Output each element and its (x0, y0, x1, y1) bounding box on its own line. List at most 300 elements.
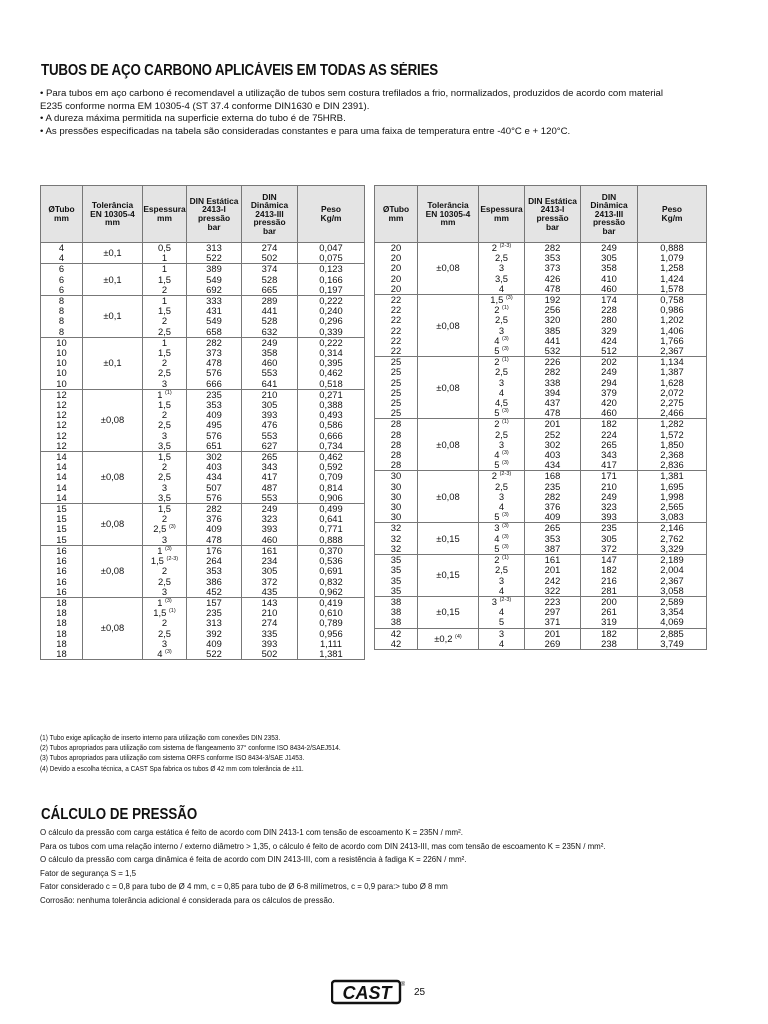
dynamic-pressure-cell: 210 (242, 608, 298, 618)
wall-cell: 1 $^{(1)}$ (143, 389, 187, 400)
od-cell: 18 (41, 649, 83, 660)
od-cell: 15 (41, 504, 83, 515)
footnote-ref: (1) (502, 357, 509, 364)
od-cell: 22 (375, 295, 418, 306)
weight-cell: 0,734 (298, 441, 365, 452)
weight-cell: 0,956 (298, 629, 365, 639)
weight-cell: 0,419 (298, 597, 365, 608)
dynamic-pressure-cell: 249 (581, 243, 638, 254)
static-pressure-cell: 522 (187, 649, 242, 660)
weight-cell: 2,885 (638, 628, 707, 639)
wall-cell: 3,5 (143, 441, 187, 452)
wall-cell: 2 (143, 566, 187, 576)
static-pressure-cell: 282 (525, 243, 581, 254)
dynamic-pressure-cell: 182 (581, 419, 638, 430)
od-cell: 28 (375, 440, 418, 450)
weight-cell: 2,275 (638, 398, 707, 408)
od-cell: 8 (41, 316, 83, 326)
weight-cell: 0,962 (298, 587, 365, 598)
static-pressure-cell: 385 (525, 326, 581, 336)
weight-cell: 1,381 (298, 649, 365, 660)
weight-cell: 0,222 (298, 296, 365, 307)
calc-line: O cálculo da pressão com carga estática é feito de acordo com DIN 2413-1 com tensão de escoamento K = 235N / mm². (40, 827, 463, 837)
static-pressure-cell: 282 (187, 504, 242, 515)
static-pressure-cell: 302 (187, 452, 242, 463)
weight-cell: 0,462 (298, 368, 365, 378)
dynamic-pressure-cell: 323 (581, 502, 638, 512)
column-header-weight: Peso Kg/m (638, 186, 707, 243)
dynamic-pressure-cell: 374 (242, 264, 298, 275)
column-header-dyn: DIN Dinâmica 2413-III pressão bar (581, 186, 638, 243)
od-cell: 6 (41, 275, 83, 285)
wall-cell: 3 (479, 492, 525, 502)
od-cell: 20 (375, 253, 418, 263)
od-cell: 4 (41, 243, 83, 254)
weight-cell: 2,589 (638, 596, 707, 607)
static-pressure-cell: 235 (525, 482, 581, 492)
od-cell: 14 (41, 493, 83, 504)
wall-cell: 5 $^{(3)}$ (479, 346, 525, 357)
wall-cell: 2 $^{(1)}$ (479, 357, 525, 368)
weight-cell: 0,986 (638, 305, 707, 315)
static-pressure-cell: 201 (525, 628, 581, 639)
od-cell: 38 (375, 596, 418, 607)
static-pressure-cell: 223 (525, 596, 581, 607)
weight-cell: 3,329 (638, 544, 707, 555)
intro-bullets (40, 88, 740, 138)
weight-cell: 2,368 (638, 450, 707, 460)
wall-cell: 1,5 $^{(1)}$ (143, 608, 187, 618)
od-cell: 15 (41, 535, 83, 546)
od-cell: 32 (375, 534, 418, 544)
static-pressure-cell: 353 (187, 400, 242, 410)
tolerance-cell: ±0,08 (418, 295, 479, 357)
footnote-ref: (3) (502, 335, 509, 342)
static-pressure-cell: 452 (187, 587, 242, 598)
dynamic-pressure-cell: 343 (581, 450, 638, 460)
table-row (375, 523, 707, 534)
column-header-wall: Espessura mm (143, 186, 187, 243)
dynamic-pressure-cell: 305 (581, 534, 638, 544)
dynamic-pressure-cell: 323 (242, 514, 298, 524)
wall-cell: 2 $^{(2-3)}$ (479, 471, 525, 482)
static-pressure-cell: 192 (525, 295, 581, 306)
dynamic-pressure-cell: 487 (242, 483, 298, 493)
static-pressure-cell: 376 (525, 502, 581, 512)
wall-cell: 5 $^{(3)}$ (479, 408, 525, 419)
tolerance-cell: ±0,08 (83, 597, 143, 659)
static-pressure-cell: 495 (187, 420, 242, 430)
od-cell: 28 (375, 430, 418, 440)
weight-cell: 1,282 (638, 419, 707, 430)
logo-text: CAST (342, 983, 392, 1003)
weight-cell: 0,499 (298, 504, 365, 515)
static-pressure-cell: 338 (525, 378, 581, 388)
dynamic-pressure-cell: 261 (581, 607, 638, 617)
weight-cell: 2,189 (638, 555, 707, 566)
wall-cell: 5 (479, 617, 525, 628)
static-pressure-cell: 282 (187, 337, 242, 348)
od-cell: 35 (375, 586, 418, 597)
dynamic-pressure-cell: 329 (581, 326, 638, 336)
wall-cell: 3 $^{(2-3)}$ (479, 596, 525, 607)
footnote-ref: (3) (165, 597, 172, 604)
page-number: 25 (414, 987, 426, 998)
weight-cell: 2,367 (638, 346, 707, 357)
od-cell: 16 (41, 587, 83, 598)
static-pressure-cell: 507 (187, 483, 242, 493)
footnote: (4) Devido a escolha técnica, a CAST Spa fabrica os tubos Ø 42 mm com tolerância de ±11. (40, 763, 304, 773)
footnote-ref: (2-3) (499, 596, 512, 603)
static-pressure-cell: 437 (525, 398, 581, 408)
static-pressure-cell: 313 (187, 243, 242, 254)
weight-cell: 0,123 (298, 264, 365, 275)
tolerance-cell: ±0,1 (83, 243, 143, 264)
weight-cell: 1,406 (638, 326, 707, 336)
static-pressure-cell: 353 (187, 566, 242, 576)
dynamic-pressure-cell: 476 (242, 420, 298, 430)
od-cell: 22 (375, 305, 418, 315)
bullet-line: • A dureza máxima permitida na superficie externa do tubo é de 75HRB. (40, 113, 346, 125)
tolerance-cell: ±0,08 (83, 452, 143, 504)
wall-cell: 3 (143, 535, 187, 546)
static-pressure-cell: 409 (187, 410, 242, 420)
od-cell: 25 (375, 388, 418, 398)
footnote-ref: (3) (502, 533, 509, 540)
dynamic-pressure-cell: 553 (242, 493, 298, 504)
weight-cell: 0,047 (298, 243, 365, 254)
table-row (375, 628, 707, 639)
static-pressure-cell: 441 (525, 336, 581, 346)
od-cell: 18 (41, 597, 83, 608)
dynamic-pressure-cell: 379 (581, 388, 638, 398)
dynamic-pressure-cell: 441 (242, 306, 298, 316)
od-cell: 18 (41, 608, 83, 618)
dynamic-pressure-cell: 143 (242, 597, 298, 608)
wall-cell: 1,5 (143, 400, 187, 410)
table-row (375, 555, 707, 566)
tolerance-cell: ±0,2 $^{(4)}$ (418, 628, 479, 649)
wall-cell: 4 (479, 502, 525, 512)
wall-cell: 4 $^{(3)}$ (479, 336, 525, 346)
footnote-ref: (3) (505, 294, 513, 301)
weight-cell: 1,998 (638, 492, 707, 502)
wall-cell: 2,5 (143, 472, 187, 482)
static-pressure-cell: 478 (525, 408, 581, 419)
weight-cell: 0,709 (298, 472, 365, 482)
wall-cell: 1,5 (143, 306, 187, 316)
od-cell: 35 (375, 576, 418, 586)
static-pressure-cell: 386 (187, 577, 242, 587)
footnote-ref: (3) (168, 524, 176, 531)
weight-cell: 0,339 (298, 327, 365, 338)
dynamic-pressure-cell: 235 (581, 523, 638, 534)
od-cell: 12 (41, 410, 83, 420)
wall-cell: 5 $^{(3)}$ (479, 512, 525, 523)
dynamic-pressure-cell: 210 (242, 389, 298, 400)
weight-cell: 3,354 (638, 607, 707, 617)
dynamic-pressure-cell: 424 (581, 336, 638, 346)
od-cell: 32 (375, 544, 418, 555)
weight-cell: 1,572 (638, 430, 707, 440)
dynamic-pressure-cell: 372 (242, 577, 298, 587)
dynamic-pressure-cell: 393 (242, 639, 298, 649)
wall-cell: 3 (143, 379, 187, 390)
od-cell: 35 (375, 565, 418, 575)
od-cell: 22 (375, 336, 418, 346)
weight-cell: 1,202 (638, 315, 707, 325)
wall-cell: 3 (143, 587, 187, 598)
dynamic-pressure-cell: 305 (242, 400, 298, 410)
dynamic-pressure-cell: 305 (242, 566, 298, 576)
od-cell: 14 (41, 452, 83, 463)
left-tube-table (40, 185, 365, 660)
table-row (375, 596, 707, 607)
static-pressure-cell: 409 (525, 512, 581, 523)
od-cell: 32 (375, 523, 418, 534)
static-pressure-cell: 353 (525, 253, 581, 263)
wall-cell: 1,5 (143, 348, 187, 358)
static-pressure-cell: 302 (525, 440, 581, 450)
wall-cell: 2 (143, 316, 187, 326)
dynamic-pressure-cell: 274 (242, 618, 298, 628)
weight-cell: 2,004 (638, 565, 707, 575)
weight-cell: 0,536 (298, 556, 365, 566)
weight-cell: 2,565 (638, 502, 707, 512)
wall-cell: 4 (479, 284, 525, 295)
weight-cell: 0,462 (298, 452, 365, 463)
footnote: (3) Tubos apropriados para utilização com sistema ORFS conforme ISO 8434-3/SAE J1453. (40, 753, 305, 763)
od-cell: 22 (375, 346, 418, 357)
static-pressure-cell: 387 (525, 544, 581, 555)
static-pressure-cell: 478 (187, 535, 242, 546)
wall-cell: 2 $^{(1)}$ (479, 555, 525, 566)
dynamic-pressure-cell: 216 (581, 576, 638, 586)
table-row (41, 504, 365, 515)
table-header-row (375, 186, 707, 243)
static-pressure-cell: 392 (187, 629, 242, 639)
tolerance-cell: ±0,08 (83, 545, 143, 597)
dynamic-pressure-cell: 372 (581, 544, 638, 555)
footnote-ref: (1) (502, 554, 509, 561)
od-cell: 22 (375, 315, 418, 325)
static-pressure-cell: 576 (187, 368, 242, 378)
static-pressure-cell: 692 (187, 285, 242, 296)
od-cell: 18 (41, 639, 83, 649)
weight-cell: 1,111 (298, 639, 365, 649)
table-row (375, 357, 707, 368)
od-cell: 28 (375, 450, 418, 460)
weight-cell: 0,691 (298, 566, 365, 576)
weight-cell: 2,836 (638, 460, 707, 471)
dynamic-pressure-cell: 632 (242, 327, 298, 338)
weight-cell: 1,695 (638, 482, 707, 492)
od-cell: 16 (41, 545, 83, 556)
weight-cell: 2,072 (638, 388, 707, 398)
wall-cell: 4 (479, 586, 525, 597)
table-header-row (41, 186, 365, 243)
od-cell: 42 (375, 628, 418, 639)
dynamic-pressure-cell: 502 (242, 253, 298, 264)
dynamic-pressure-cell: 238 (581, 639, 638, 650)
static-pressure-cell: 322 (525, 586, 581, 597)
wall-cell: 1 (143, 296, 187, 307)
table-row (41, 545, 365, 556)
od-cell: 10 (41, 368, 83, 378)
static-pressure-cell: 478 (187, 358, 242, 368)
wall-cell: 2 (143, 285, 187, 296)
footnote-ref: (3) (502, 460, 509, 467)
wall-cell: 3 (143, 483, 187, 493)
od-cell: 30 (375, 502, 418, 512)
static-pressure-cell: 161 (525, 555, 581, 566)
dynamic-pressure-cell: 249 (242, 337, 298, 348)
footnote-ref: (1) (502, 419, 509, 426)
wall-cell: 3,5 (143, 493, 187, 504)
static-pressure-cell: 320 (525, 315, 581, 325)
wall-cell: 2 (143, 410, 187, 420)
dynamic-pressure-cell: 393 (242, 524, 298, 534)
od-cell: 38 (375, 617, 418, 628)
od-cell: 6 (41, 264, 83, 275)
wall-cell: 2,5 (479, 482, 525, 492)
od-cell: 20 (375, 274, 418, 284)
static-pressure-cell: 478 (525, 284, 581, 295)
wall-cell: 1,5 (143, 275, 187, 285)
wall-cell: 1,5 $^{(3)}$ (479, 295, 525, 306)
weight-cell: 1,387 (638, 367, 707, 377)
weight-cell: 1,578 (638, 284, 707, 295)
tolerance-cell: ±0,08 (418, 419, 479, 471)
weight-cell: 0,075 (298, 253, 365, 264)
dynamic-pressure-cell: 161 (242, 545, 298, 556)
od-cell: 10 (41, 337, 83, 348)
calc-line: Para os tubos com uma relação interno / externo diâmetro > 1,35, o cálculo é feito de acordo com DIN 2413-III, mas com tensão de escoamento K = 235N / mm². (40, 840, 606, 851)
bullet-line: E235 conforme norma EM 10305-4 (ST 37.4 conforme DIN1630 e DIN 2391). (40, 100, 370, 112)
wall-cell: 2 (143, 618, 187, 628)
table-row (41, 296, 365, 307)
footnote-ref: (1) (502, 305, 509, 312)
od-cell: 14 (41, 472, 83, 482)
od-cell: 30 (375, 471, 418, 482)
od-cell: 12 (41, 431, 83, 441)
weight-cell: 2,466 (638, 408, 707, 419)
footnote: (2) Tubos apropriados para utilização com sistema de flangeamento 37° conforme ISO 8434-2/SAEJ514. (40, 743, 341, 753)
od-cell: 16 (41, 577, 83, 587)
tolerance-cell: ±0,08 (83, 504, 143, 546)
logo-mark: ® (400, 982, 405, 988)
weight-cell: 0,906 (298, 493, 365, 504)
static-pressure-cell: 434 (187, 472, 242, 482)
od-cell: 28 (375, 419, 418, 430)
weight-cell: 0,592 (298, 462, 365, 472)
dynamic-pressure-cell: 393 (581, 512, 638, 523)
wall-cell: 4 $^{(3)}$ (143, 649, 187, 660)
tolerance-cell: ±0,08 (83, 389, 143, 451)
weight-cell: 0,222 (298, 337, 365, 348)
dynamic-pressure-cell: 234 (242, 556, 298, 566)
wall-cell: 2,5 (143, 420, 187, 430)
weight-cell: 2,367 (638, 576, 707, 586)
dynamic-pressure-cell: 249 (242, 504, 298, 515)
footnote-ref: (3) (502, 345, 509, 352)
wall-cell: 2,5 (479, 565, 525, 575)
od-cell: 25 (375, 367, 418, 377)
dynamic-pressure-cell: 420 (581, 398, 638, 408)
od-cell: 20 (375, 263, 418, 273)
wall-cell: 3 (143, 639, 187, 649)
dynamic-pressure-cell: 512 (581, 346, 638, 357)
dynamic-pressure-cell: 305 (581, 253, 638, 263)
calc-line: O cálculo da pressão com carga dinâmica é feita de acordo com DIN 2413-III, com a resistência à fadiga K = 226N / mm². (40, 854, 467, 864)
dynamic-pressure-cell: 182 (581, 628, 638, 639)
wall-cell: 2 (143, 462, 187, 472)
od-cell: 8 (41, 327, 83, 338)
dynamic-pressure-cell: 228 (581, 305, 638, 315)
dynamic-pressure-cell: 627 (242, 441, 298, 452)
static-pressure-cell: 168 (525, 471, 581, 482)
column-header-tol: Tolerância EN 10305-4 mm (83, 186, 143, 243)
tolerance-cell: ±0,15 (418, 555, 479, 597)
static-pressure-cell: 403 (187, 462, 242, 472)
wall-cell: 3 (479, 440, 525, 450)
dynamic-pressure-cell: 280 (581, 315, 638, 325)
weight-cell: 0,641 (298, 514, 365, 524)
weight-cell: 0,758 (638, 295, 707, 306)
od-cell: 16 (41, 566, 83, 576)
tolerance-cell: ±0,1 (83, 337, 143, 389)
static-pressure-cell: 235 (187, 389, 242, 400)
dynamic-pressure-cell: 265 (581, 440, 638, 450)
wall-cell: 2,5 (143, 629, 187, 639)
dynamic-pressure-cell: 147 (581, 555, 638, 566)
od-cell: 30 (375, 482, 418, 492)
od-cell: 4 (41, 253, 83, 264)
wall-cell: 2,5 $^{(3)}$ (143, 524, 187, 534)
od-cell: 15 (41, 514, 83, 524)
static-pressure-cell: 269 (525, 639, 581, 650)
od-cell: 10 (41, 358, 83, 368)
wall-cell: 1 $^{(3)}$ (143, 545, 187, 556)
od-cell: 10 (41, 348, 83, 358)
dynamic-pressure-cell: 294 (581, 378, 638, 388)
footnote-ref: (4) (455, 633, 462, 640)
static-pressure-cell: 313 (187, 618, 242, 628)
dynamic-pressure-cell: 335 (242, 629, 298, 639)
weight-cell: 3,749 (638, 639, 707, 650)
wall-cell: 2,5 (143, 327, 187, 338)
table-row (41, 243, 365, 254)
weight-cell: 2,146 (638, 523, 707, 534)
od-cell: 8 (41, 306, 83, 316)
wall-cell: 2,5 (479, 315, 525, 325)
footnote: (1) Tubo exige aplicação de inserto interno para utilização com conexões DIN 2353. (40, 733, 281, 742)
wall-cell: 3,5 (479, 274, 525, 284)
od-cell: 18 (41, 629, 83, 639)
weight-cell: 1,134 (638, 357, 707, 368)
static-pressure-cell: 434 (525, 460, 581, 471)
weight-cell: 0,666 (298, 431, 365, 441)
bullet-line: • Para tubos em aço carbono é recomendavel a utilização de tubos sem costura trefilados a frio, normalizados, produzidos de acordo com material (40, 88, 664, 99)
weight-cell: 2,762 (638, 534, 707, 544)
dynamic-pressure-cell: 182 (581, 565, 638, 575)
wall-cell: 2,5 (479, 367, 525, 377)
column-header-dyn: DIN Dinâmica 2413-III pressão bar (242, 186, 298, 243)
weight-cell: 1,850 (638, 440, 707, 450)
footnote-ref: (3) (502, 543, 509, 550)
footnote-ref: (1) (165, 389, 172, 396)
weight-cell: 1,258 (638, 263, 707, 273)
